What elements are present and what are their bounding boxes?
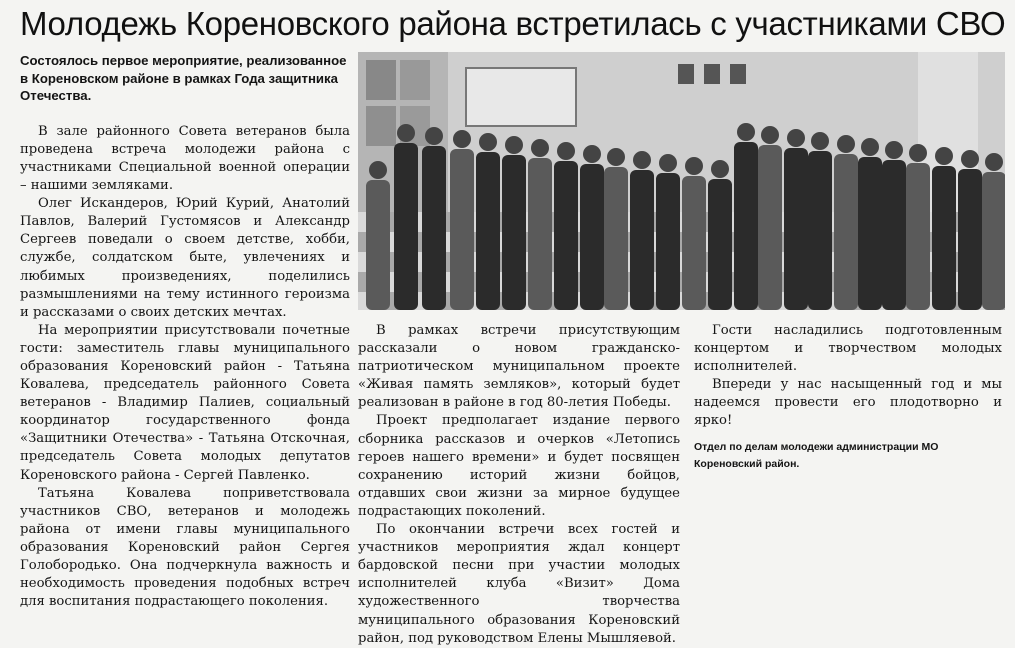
article-paragraph-4: Татьяна Ковалева поприветствовала участников СВО, ветеранов и молодежь района от имени главы муниципального образования Кореновский район Сергея Голобородько. Она подчеркнула важность и необходимость проведения подобных встреч для воспитания подрастающего поколения. [20, 485, 350, 610]
article-column-2 [358, 322, 680, 648]
person-figure [450, 130, 474, 310]
person-figure [502, 136, 526, 310]
article-paragraph-6: Проект предполагает издание первого сборника рассказов и очерков «Летопись героев нашего времени» и будет посвящен сохранению историй жизни бойцов, отдавших свои жизни за мирное будущее подрастающих поколений. [358, 413, 680, 519]
article-paragraph-7: По окончании встречи всех гостей и участников мероприятия ждал концерт бардовской песни при участии молодых исполнителей клуба «Визит» Дома художественного творчества муниципального образования Кореновский район, под руководством Елены Мышляевой. [358, 522, 680, 646]
person-figure [982, 153, 1005, 310]
person-figure [366, 161, 390, 310]
article-lead: Состоялось первое мероприятие, реализованное в Кореновском районе в рамках Года защитника Отечества. [20, 53, 347, 104]
person-figure [958, 150, 982, 310]
person-figure [682, 157, 706, 310]
article-paragraph-3: На мероприятии присутствовали почетные гости: заместитель главы муниципального образования Кореновский район - Татьяна Ковалева, председатель районного Совета ветеранов - Владимир Палиев, социальный координатор государственного фонда «Защитники Отечества» - Татьяна Отскочная, председатель Совета молодых депутатов Кореновского района - Сергей Павленко. [20, 322, 350, 483]
person-figure [734, 123, 758, 310]
person-figure [656, 154, 680, 310]
article-headline: Молодежь Кореновского района встретилась с участниками СВО [20, 5, 1006, 42]
person-figure [422, 127, 446, 310]
person-figure [906, 144, 930, 310]
person-figure [528, 139, 552, 310]
group-photo [358, 52, 1005, 310]
group-photo-illustration [358, 52, 1005, 310]
article-column-3 [694, 322, 1002, 473]
person-figure [882, 141, 906, 310]
person-figure [604, 148, 628, 310]
person-figure [858, 138, 882, 310]
person-figure [476, 133, 500, 310]
person-figure [580, 145, 604, 310]
person-figure [394, 124, 418, 310]
person-figure [784, 129, 808, 310]
person-figure [708, 160, 732, 310]
person-figure [932, 147, 956, 310]
article-paragraph-5: В рамках встречи присутствующим рассказали о новом гражданско-патриотическом муниципальном проекте «Живая память земляков», который будет реализован в районе в год 80-летия Победы. [358, 323, 680, 411]
person-figure [554, 142, 578, 310]
article-paragraph-2: Олег Искандеров, Юрий Курий, Анатолий Павлов, Валерий Густомясов и Александр Сергеев поведали о своем детстве, хобби, службе, солдатском быте, увлечениях и любимых произведениях, поделились размышлениями на тему истинного героизма и рассказами о своих детских мечтах. [20, 196, 350, 320]
article-signature: Отдел по делам молодежи администрации МО Кореновский район. [694, 440, 939, 470]
person-figure [758, 126, 782, 310]
person-figure [630, 151, 654, 310]
article-paragraph-9: Впереди у нас насыщенный год и мы надеемся провести его плодотворно и ярко! [694, 377, 1002, 429]
person-figure [808, 132, 832, 310]
article-paragraph-8: Гости насладились подготовленным концертом и творчеством молодых исполнителей. [694, 323, 1002, 375]
article-paragraph-1: В зале районного Совета ветеранов была проведена встреча молодежи района с участниками Специальной военной операции – нашими земляками. [20, 123, 350, 194]
article-column-1 [20, 52, 350, 611]
person-figure [834, 135, 858, 310]
